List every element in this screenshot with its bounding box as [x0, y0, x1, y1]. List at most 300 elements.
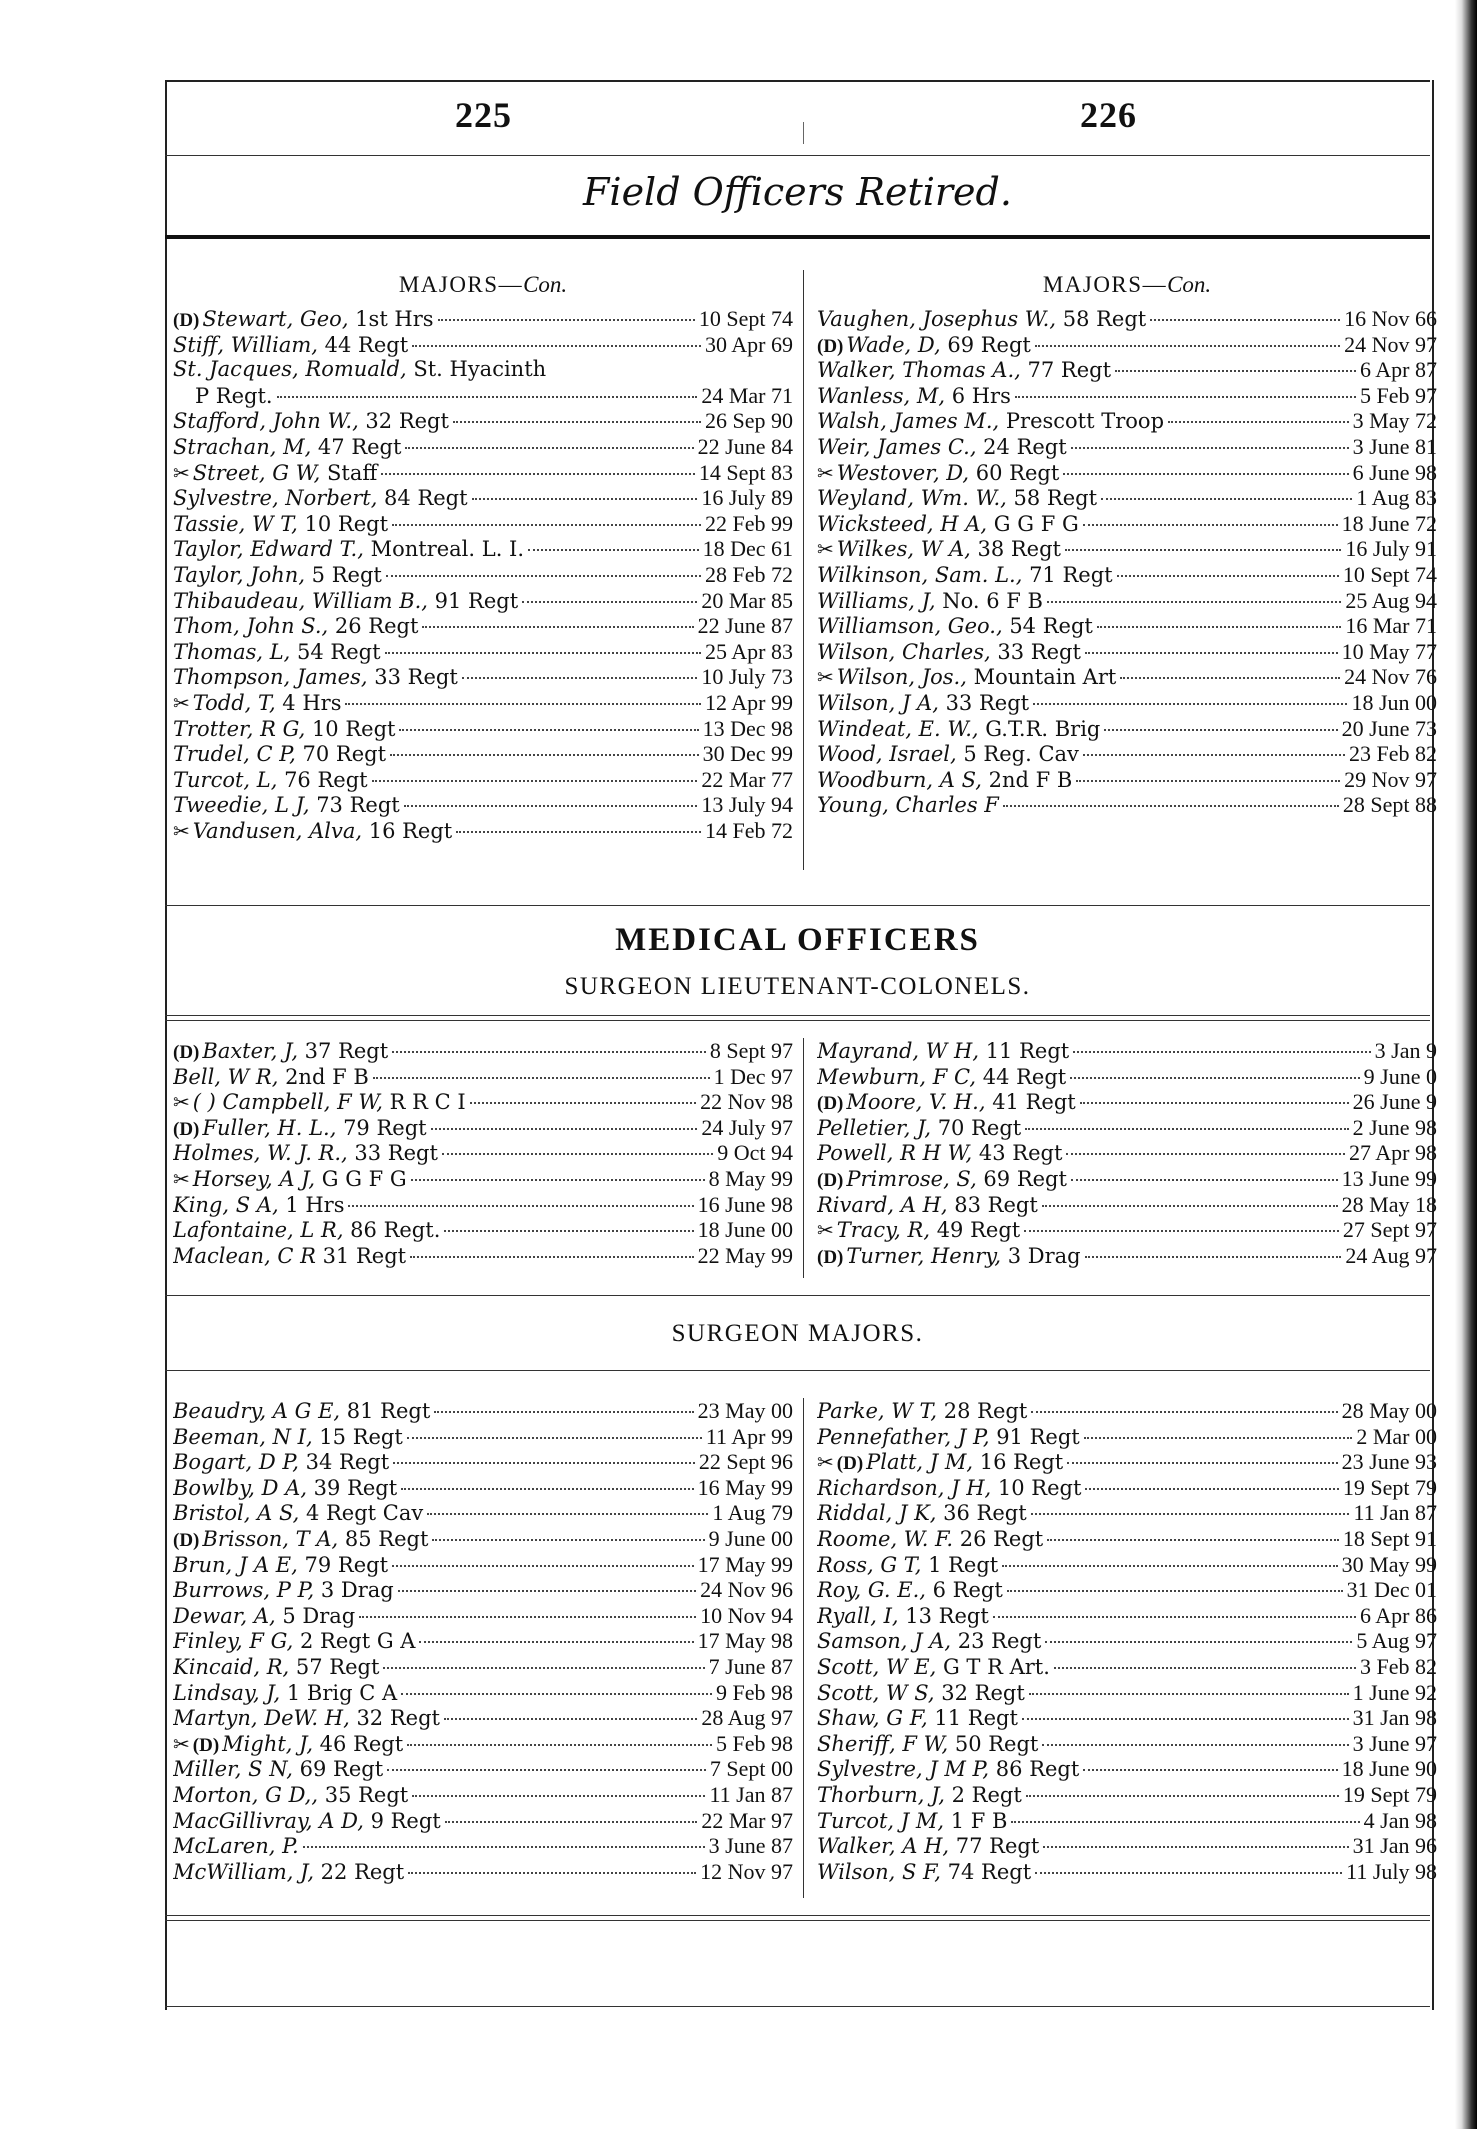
- list-item: [173, 1089, 793, 1115]
- entry-name: [817, 563, 1113, 588]
- list-item: [173, 306, 793, 332]
- officer-name: MacGillivray, A D,: [173, 1808, 364, 1833]
- leader-dots: [472, 498, 698, 500]
- leader-dots: [1031, 1513, 1350, 1515]
- officer-name: Bell, W R,: [173, 1064, 279, 1089]
- leader-dots: [390, 754, 699, 756]
- entry-date: 26 Sep 90: [705, 408, 793, 434]
- entry-name: [173, 357, 546, 383]
- officer-unit: No. 6 F B: [935, 588, 1043, 613]
- entry-date: 23 May 00: [697, 1398, 793, 1423]
- officer-name: Wilkes, W A,: [836, 537, 971, 562]
- list-item: [817, 357, 1437, 383]
- list-item: [173, 1500, 793, 1526]
- list-item: [817, 332, 1437, 358]
- entry-name: [817, 691, 1029, 716]
- entry-name: [817, 1218, 1020, 1243]
- leader-dots: [456, 831, 701, 833]
- leader-dots: [522, 601, 697, 603]
- entry-name: [817, 768, 1072, 793]
- list-item: [173, 562, 793, 588]
- entry-date: 16 May 99: [697, 1474, 793, 1500]
- surgeon-majors-top-rule: [165, 1370, 1430, 1371]
- entry-name: [173, 435, 401, 460]
- officer-name: Turcot, J M,: [817, 1808, 945, 1833]
- entry-date: 3 Feb 82: [1360, 1653, 1437, 1679]
- officer-unit: 33 Regt: [990, 639, 1081, 664]
- officer-unit: 2nd F B: [981, 767, 1073, 792]
- officer-unit: 57 Regt: [289, 1654, 380, 1679]
- entry-name: [817, 1090, 1076, 1115]
- officer-name: Bogart, D P,: [173, 1450, 299, 1475]
- leader-dots: [407, 1744, 712, 1746]
- scissors-icon: ✂: [817, 1218, 834, 1243]
- page-divider-tick: [803, 122, 804, 144]
- officer-name: Woodburn, A S,: [817, 767, 982, 792]
- entry-name: [817, 384, 1011, 409]
- list-item: [817, 664, 1437, 690]
- officer-unit: 1 Brig C A: [280, 1680, 398, 1705]
- leader-dots: [348, 1205, 693, 1207]
- officer-name: Vaughen, Josephus W.,: [817, 307, 1057, 331]
- list-item: [817, 1089, 1437, 1115]
- officer-name: McLaren, P.: [173, 1834, 299, 1859]
- leader-dots: [1011, 1821, 1359, 1823]
- list-item: [173, 690, 793, 716]
- officer-name: Pelletier, J,: [817, 1115, 932, 1140]
- officer-name: Richardson, J H,: [817, 1475, 992, 1500]
- officer-unit: 15 Regt: [312, 1424, 403, 1449]
- entry-name: [817, 1167, 1067, 1192]
- officer-unit: 32 Regt: [934, 1680, 1025, 1705]
- entry-name: [173, 1476, 397, 1501]
- leader-dots: [1071, 1179, 1338, 1181]
- officer-unit: 28 Regt: [937, 1399, 1028, 1423]
- entry-date: 30 May 99: [1341, 1551, 1437, 1577]
- officer-name: Walker, A H,: [817, 1834, 950, 1859]
- officer-name: Sheriff, F W,: [817, 1731, 949, 1756]
- entry-date: 24 Nov 76: [1344, 664, 1437, 690]
- officer-name: Sylvestre, Norbert,: [173, 486, 378, 511]
- entry-date: 18 Sept 91: [1342, 1525, 1437, 1551]
- officer-unit: 69 Regt: [976, 1166, 1067, 1191]
- officer-unit: 33 Regt: [347, 1141, 438, 1166]
- book-spine-shadow: [1455, 0, 1477, 2129]
- entry-date: 7 Sept 00: [709, 1756, 793, 1782]
- list-item: [173, 332, 793, 358]
- list-item: [817, 690, 1437, 716]
- list-item: [173, 1038, 793, 1064]
- scissors-icon: ✂: [173, 818, 190, 843]
- leader-dots: [345, 703, 701, 705]
- officer-name: Scott, W E,: [817, 1654, 937, 1679]
- officer-name: Walsh, James M.,: [817, 409, 1000, 434]
- officer-name: Tracy, R,: [836, 1218, 931, 1243]
- leader-dots: [419, 1641, 693, 1643]
- leader-dots: [373, 1077, 710, 1079]
- list-item: [817, 1808, 1437, 1834]
- leader-dots: [1045, 1641, 1352, 1643]
- entry-name: [817, 640, 1081, 665]
- entry-date: 19 Sept 79: [1342, 1781, 1437, 1807]
- leader-dots: [385, 652, 701, 654]
- entry-date: 3 June 97: [1352, 1730, 1437, 1756]
- entry-date: 22 Sept 96: [698, 1449, 793, 1475]
- officer-unit: G T R Art.: [936, 1654, 1050, 1679]
- leader-dots: [1024, 1230, 1339, 1232]
- leader-dots: [407, 1437, 702, 1439]
- officer-name: Brisson, T A,: [202, 1526, 339, 1551]
- list-item: [817, 1628, 1437, 1654]
- entry-name: [817, 665, 1116, 690]
- officer-unit: 39 Regt: [307, 1475, 398, 1500]
- officer-name: Sylvestre, J M P,: [817, 1757, 990, 1782]
- list-item: [817, 613, 1437, 639]
- leader-dots: [1066, 1153, 1345, 1155]
- leader-dots: [1042, 1744, 1348, 1746]
- majors-left-heading-con: Con.: [523, 272, 568, 297]
- officer-name: Ryall, I,: [817, 1603, 899, 1628]
- list-item: [173, 1782, 793, 1808]
- officer-name: Moore, V. H.,: [846, 1090, 986, 1115]
- officer-name: Wicksteed, H A,: [817, 511, 988, 536]
- officer-name: Powell, R H W,: [817, 1141, 973, 1166]
- leader-dots: [1150, 319, 1340, 321]
- leader-dots: [411, 1179, 705, 1181]
- officer-name: Wade, D,: [846, 332, 941, 357]
- officer-name: Turner, Henry,: [846, 1243, 1002, 1268]
- list-item: [817, 588, 1437, 614]
- officer-name: Primrose, S,: [846, 1166, 977, 1191]
- entry-name: [173, 1244, 406, 1269]
- entry-date: 31 Dec 01: [1346, 1577, 1437, 1603]
- officer-name: Platt, J M,: [866, 1450, 974, 1475]
- officer-name: Trudel, C P,: [173, 742, 296, 767]
- list-item: [173, 1628, 793, 1654]
- surgeon-majors-section: [165, 1398, 1437, 1898]
- entry-date: 5 Feb 97: [1360, 382, 1437, 408]
- leader-dots: [1035, 1872, 1342, 1874]
- list-item: [817, 1192, 1437, 1218]
- entry-date: 16 July 91: [1345, 536, 1437, 562]
- list-item: [817, 1833, 1437, 1859]
- list-item: [173, 1808, 793, 1834]
- entry-date: 17 May 99: [697, 1551, 793, 1577]
- entry-name: [173, 1218, 440, 1243]
- officer-name: Roy, G. E.,: [817, 1578, 926, 1603]
- list-item: [173, 818, 793, 844]
- leader-dots: [1117, 575, 1339, 577]
- entry-date: 18 June 72: [1341, 510, 1437, 536]
- officer-name: Stafford, John W.,: [173, 409, 359, 434]
- entry-name: [173, 512, 388, 537]
- entry-name: [173, 640, 381, 665]
- leader-dots: [1007, 1590, 1343, 1592]
- list-item: [817, 408, 1437, 434]
- lt-colonels-section: [165, 1038, 1437, 1278]
- entry-date: 9 June 00: [708, 1525, 793, 1551]
- page-number-row: [165, 88, 1430, 152]
- leader-dots: [993, 1616, 1356, 1618]
- leader-dots: [1101, 498, 1352, 500]
- officer-name: Brun, J A E,: [173, 1552, 298, 1577]
- officer-unit: 33 Regt: [938, 690, 1030, 715]
- list-item: [173, 408, 793, 434]
- entry-date: 16 June 98: [697, 1191, 793, 1217]
- officer-name: Mewburn, F C,: [817, 1064, 977, 1089]
- officer-unit: 16 Regt: [362, 818, 453, 843]
- leader-dots: [1085, 1488, 1338, 1490]
- entry-date: 22 Mar 77: [701, 766, 793, 792]
- entry-date: 17 May 98: [697, 1628, 793, 1654]
- entry-date: 6 June 98: [1352, 459, 1437, 485]
- officer-name: Mayrand, W H,: [817, 1039, 980, 1063]
- entry-date: 30 Apr 69: [705, 331, 793, 357]
- officer-unit: R R C I: [382, 1090, 466, 1115]
- list-item: [173, 767, 793, 793]
- entry-date: 27 Sept 97: [1342, 1217, 1437, 1243]
- leader-dots: [1026, 1795, 1339, 1797]
- officer-unit: 60 Regt: [969, 460, 1060, 485]
- entry-date: 7 June 87: [708, 1653, 793, 1679]
- officer-name: Ross, G T,: [817, 1552, 922, 1577]
- leader-dots: [393, 1462, 695, 1464]
- deceased-marker: (D): [192, 1734, 220, 1756]
- entry-date: 9 Oct 94: [717, 1140, 793, 1166]
- officer-name: Fuller, H. L.,: [202, 1115, 337, 1140]
- leader-dots: [1076, 780, 1340, 782]
- entry-date: 12 Nov 97: [700, 1858, 793, 1884]
- leader-dots: [1083, 1769, 1337, 1771]
- entry-date: 16 Nov 66: [1344, 306, 1437, 331]
- page-title: Field Officers Retired.: [583, 170, 1012, 214]
- officer-name: Riddal, J K,: [817, 1501, 937, 1526]
- leader-dots: [1084, 1437, 1353, 1439]
- officer-unit: 26 Regt: [953, 1526, 1044, 1551]
- officer-unit: 22 Regt: [314, 1859, 405, 1884]
- entry-name: [817, 537, 1061, 562]
- list-item: [173, 1217, 793, 1243]
- entry-date: 19 Sept 79: [1342, 1474, 1437, 1500]
- leader-dots: [1083, 524, 1338, 526]
- leader-dots: [408, 1872, 696, 1874]
- list-item: [173, 613, 793, 639]
- officer-unit: Mountain Art: [966, 665, 1117, 690]
- officer-unit: 32 Regt: [349, 1706, 440, 1731]
- officer-unit: 24 Regt: [976, 434, 1067, 459]
- entry-name: [173, 1090, 466, 1115]
- list-item: [817, 1859, 1437, 1885]
- officer-unit: 79 Regt: [297, 1552, 389, 1577]
- officer-name: Street, G W,: [192, 460, 321, 485]
- officer-name: Beeman, N I,: [173, 1424, 313, 1449]
- list-item: [173, 1424, 793, 1450]
- list-item: [817, 767, 1437, 793]
- list-item: [173, 1859, 793, 1885]
- majors-left-column: [173, 270, 793, 843]
- scissors-icon: ✂: [173, 690, 190, 715]
- officer-unit: G G F G: [987, 511, 1079, 536]
- entry-date: 10 Sept 74: [1342, 561, 1437, 587]
- list-item: [173, 1449, 793, 1475]
- entry-name: [817, 1629, 1041, 1654]
- leader-dots: [1025, 1128, 1348, 1130]
- officer-name: Turcot, L,: [173, 767, 278, 792]
- leader-dots: [1043, 1846, 1348, 1848]
- leader-dots: [392, 1051, 706, 1053]
- leader-dots: [528, 549, 699, 551]
- officer-name: Tassie, W T,: [173, 511, 298, 536]
- leader-dots: [444, 1230, 693, 1232]
- entry-name: [817, 1732, 1038, 1757]
- column-divider: [803, 1398, 804, 1898]
- deceased-marker: (D): [836, 1453, 864, 1475]
- entry-date: 22 May 99: [697, 1242, 793, 1268]
- list-item: [817, 383, 1437, 409]
- column-divider: [803, 1038, 804, 1278]
- leader-dots: [1042, 1205, 1338, 1207]
- list-item: [173, 1243, 793, 1269]
- leader-dots: [438, 319, 695, 321]
- entry-date: 18 June 00: [697, 1217, 793, 1243]
- leader-dots: [434, 1411, 693, 1413]
- officer-name: Taylor, Edward T.,: [173, 537, 364, 562]
- officer-name: King, S A,: [173, 1192, 279, 1217]
- entry-name: [817, 717, 1100, 742]
- officer-name: Kincaid, R,: [173, 1654, 290, 1679]
- leader-dots: [1029, 1693, 1349, 1695]
- leader-dots: [1047, 1539, 1339, 1541]
- leader-dots: [277, 396, 698, 398]
- entry-name: [817, 1706, 1018, 1731]
- rule-under-page-numbers: [165, 155, 1430, 156]
- list-item: [817, 1140, 1437, 1166]
- entry-name: [817, 1399, 1027, 1424]
- officer-name: Scott, W S,: [817, 1680, 935, 1705]
- leader-dots: [1120, 677, 1340, 679]
- list-item: [173, 588, 793, 614]
- officer-name: ( ) Campbell, F W,: [192, 1090, 383, 1115]
- leader-dots: [387, 1769, 706, 1771]
- entry-date: 25 Apr 83: [705, 638, 793, 664]
- officer-name: Shaw, G F,: [817, 1706, 928, 1731]
- leader-dots: [1085, 652, 1338, 654]
- officer-name: Westover, D,: [836, 460, 970, 485]
- majors-section: [165, 270, 1437, 870]
- entry-name: [173, 1167, 407, 1192]
- officer-unit: 50 Regt: [948, 1731, 1039, 1756]
- list-item: [817, 792, 1437, 818]
- list-item: [817, 1680, 1437, 1706]
- officer-unit: 26 Regt: [328, 614, 419, 639]
- officer-unit: 1st Hrs: [348, 307, 434, 331]
- list-item: [817, 1424, 1437, 1450]
- entry-date: 9 June 0: [1363, 1063, 1437, 1089]
- entry-name: [173, 409, 449, 434]
- entry-name: [173, 1629, 415, 1654]
- leader-dots: [1115, 370, 1356, 372]
- officer-name: Todd, T,: [192, 690, 276, 715]
- entry-name: [173, 1399, 430, 1424]
- page-number-right: 226: [1080, 95, 1137, 135]
- officer-unit: 2nd F B: [278, 1064, 369, 1089]
- entry-name: [817, 358, 1111, 383]
- entry-name: [173, 1527, 428, 1552]
- officer-unit: 58 Regt: [1006, 486, 1098, 511]
- entry-date: 1 Aug 79: [712, 1500, 793, 1526]
- deceased-marker: (D): [817, 1093, 844, 1115]
- entry-name: [817, 1501, 1027, 1526]
- officer-unit: 54 Regt: [290, 639, 381, 664]
- officer-unit: 4 Hrs: [275, 690, 342, 715]
- entry-date: 11 Jan 87: [1353, 1500, 1437, 1526]
- officer-unit: G.T.R. Brig: [978, 716, 1101, 741]
- leader-dots: [1080, 1102, 1349, 1104]
- scissors-icon: ✂: [173, 1731, 190, 1756]
- officer-unit: Prescott Troop: [999, 409, 1165, 434]
- officer-unit: 81 Regt: [340, 1399, 431, 1423]
- majors-left-heading: [173, 270, 793, 300]
- majors-right-heading: [817, 270, 1437, 300]
- list-item: [173, 1166, 793, 1192]
- leader-dots: [442, 1153, 713, 1155]
- leader-dots: [1063, 473, 1348, 475]
- list-item: [173, 1552, 793, 1578]
- officer-unit: P Regt.: [195, 383, 273, 408]
- leader-dots: [410, 1256, 694, 1258]
- officer-name: Wilson, Charles,: [817, 639, 991, 664]
- officer-unit: 3 Drag: [314, 1578, 394, 1603]
- leader-dots: [427, 1513, 708, 1515]
- entry-date: 3 June 81: [1352, 433, 1437, 459]
- officer-name: Thom, John S.,: [173, 614, 329, 639]
- officer-name: Weyland, Wm. W.,: [817, 486, 1007, 511]
- officer-unit: 79 Regt: [336, 1115, 427, 1140]
- list-item: [817, 536, 1437, 562]
- officer-name: Lindsay, J,: [173, 1680, 281, 1705]
- deceased-marker: (D): [817, 335, 844, 357]
- officer-name: Dewar, A,: [173, 1603, 276, 1628]
- officer-name: Bristol, A S,: [173, 1501, 300, 1526]
- entry-name: [173, 1655, 379, 1680]
- leader-dots: [392, 524, 701, 526]
- officer-unit: 5 Drag: [275, 1603, 356, 1628]
- leader-dots: [398, 1590, 696, 1592]
- list-item: [173, 1731, 793, 1757]
- officer-unit: 71 Regt: [1022, 562, 1113, 587]
- officer-name: Young, Charles F: [817, 793, 999, 818]
- entry-date: 22 Feb 99: [705, 510, 793, 536]
- list-item: [173, 716, 793, 742]
- surgeon-majors-heading: SURGEON MAJORS.: [671, 1320, 924, 1347]
- leader-dots: [404, 805, 698, 807]
- entry-name: [817, 1244, 1081, 1269]
- entry-name: [817, 614, 1093, 639]
- entry-date: 23 Feb 82: [1349, 741, 1437, 767]
- entry-name: [817, 1783, 1022, 1808]
- entry-name: [173, 665, 458, 690]
- scissors-icon: ✂: [817, 665, 834, 690]
- list-item: [173, 1115, 793, 1141]
- majors-right-heading-con: Con.: [1167, 272, 1212, 297]
- deceased-marker: (D): [173, 1118, 200, 1140]
- officer-unit: 34 Regt: [298, 1450, 390, 1475]
- entry-name: [173, 1860, 404, 1885]
- entry-date: 3 May 72: [1352, 408, 1437, 434]
- officer-unit: 16 Regt: [973, 1450, 1064, 1475]
- officer-unit: 44 Regt: [317, 332, 409, 357]
- entry-name: [817, 1476, 1081, 1501]
